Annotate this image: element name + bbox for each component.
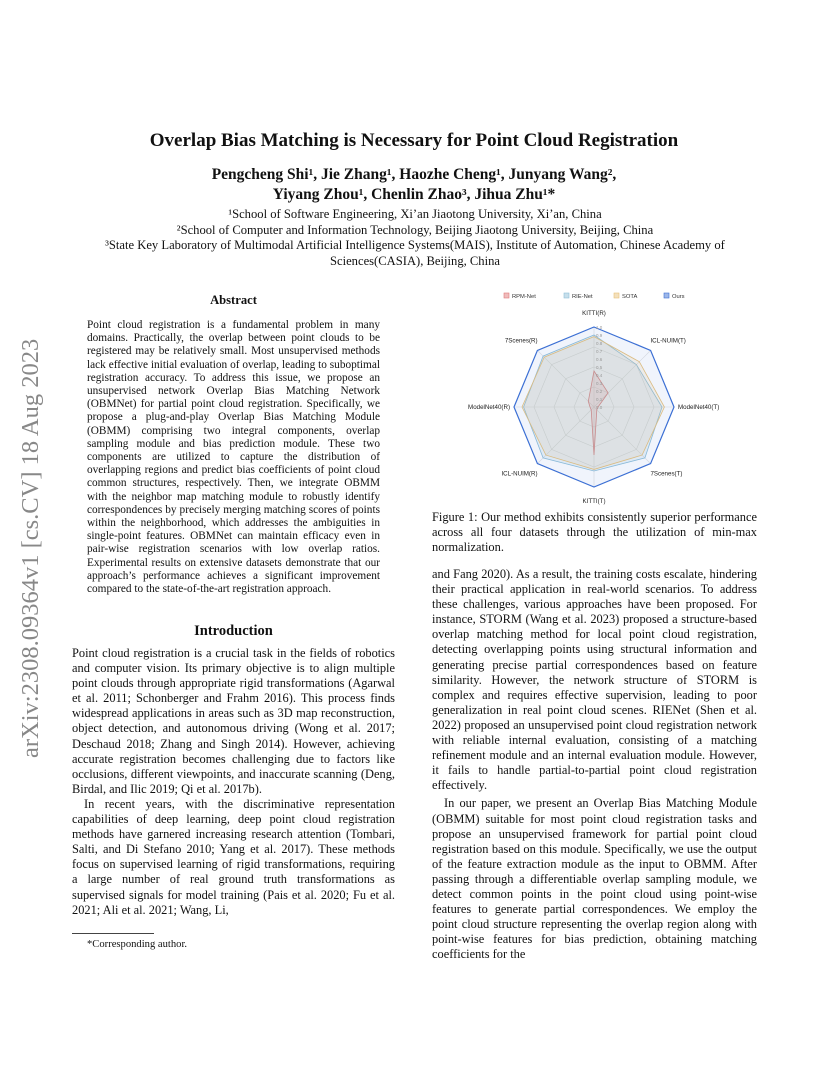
affiliation-1: ¹School of Software Engineering, Xi’an Jiaotong University, Xi’an, China (228, 207, 602, 221)
radar-tick-label: 0.2 (596, 389, 603, 394)
radar-tick-label: 0.4 (596, 373, 603, 378)
radar-axis-label: KITTI(R) (582, 310, 606, 317)
radar-axis-label: ICL-NUIM(R) (501, 470, 538, 478)
author-list (0, 165, 828, 205)
radar-axis-label: ModelNet40(R) (468, 404, 510, 411)
abstract-body: Point cloud registration is a fundamental problem in many domains. Practically, the overlap between point clouds to be registered may be relatively small. Most unsupervised methods lack effective initial evaluation of overlap, leading to suboptimal registration accuracy. To address this issue, we propose an unsupervised network Overlap Bias Matching Network (OBMNet) for partial point cloud registration. Specifically, we propose a plug-and-play Overlap Bias Matching Module (OBMM) comprising two integral components, overlap sampling module and bias prediction module. These two components are utilized to capture the distribution of overlapping regions and predict bias coefficients of point cloud common structures, respectively. Then, we integrate OBMM with the neighbor map matching module to robustly identify correspondences by precisely merging matching scores of points within the neighborhood, which addresses the ambiguities in single-point features. OBMNet can maintain efficacy even in pair-wise registration scenarios with low overlap ratios. Experimental results on extensive datasets demonstrate that our approach’s performance achieves a significant improvement compared to the state-of-the-art registration approach. (87, 319, 380, 596)
right-paragraph-1: and Fang 2020). As a result, the training costs escalate, hindering their practical application in real-world scenarios. To address these challenges, various approaches have been proposed. For instance, STORM (Wang et al. 2023) proposed a structure-based overlap matching method for local point cloud registration, detecting overlapping points using structural information and generating precise partial correspondences based on feature similarity. However, the network structure of STORM is complex and requires effective supervision, leading to poor generalization in real point cloud scenes. RIENet (Shen et al. 2022) proposed an unsupervised point cloud registration network with reliable internal evaluation, consisting of a matching refinement module and an internal evaluation module. However, it fails to handle partial-to-partial point cloud registration effectively. (432, 567, 757, 793)
radar-axis-label: KITTI(T) (582, 498, 606, 505)
radar-axis-label: 7Scenes(R) (504, 337, 538, 345)
legend-label-rpm-net: RPM-Net (512, 294, 536, 300)
footnote: *Corresponding author. (87, 939, 188, 950)
legend-label-sota: SOTA (622, 294, 638, 300)
radar-axis-label: ModelNet40(T) (678, 404, 720, 411)
introduction-body (72, 646, 395, 918)
legend-swatch-rie-net (564, 293, 569, 298)
author-line-2: Yiyang Zhou¹, Chenlin Zhao³, Jihua Zhu¹* (272, 186, 556, 203)
arxiv-stamp (10, 280, 46, 760)
right-column-body (432, 567, 757, 962)
legend-swatch-ours (664, 293, 669, 298)
legend-swatch-rpm-net (504, 293, 509, 298)
arxiv-id-label: arXiv:2308.09364v1 [cs.CV] 18 Aug 2023 (17, 338, 44, 758)
series-ours-polygon (514, 327, 674, 487)
radar-tick-label: 0.8 (596, 341, 603, 346)
affiliation-3: ³State Key Laboratory of Multimodal Artificial Intelligence Systems(MAIS), Institute of Automation, Chinese Academy of Sciences(CASIA), Beijing, China (105, 238, 725, 268)
radar-tick-label: 0.7 (596, 349, 603, 354)
radar-tick-label: 0.6 (596, 357, 603, 362)
radar-tick-label: 0.9 (596, 333, 603, 338)
affiliations (70, 207, 760, 269)
introduction-heading: Introduction (194, 623, 273, 639)
figure-caption: Figure 1: Our method exhibits consistently superior performance across all four datasets through the utilization of min-max normalization. (432, 510, 757, 555)
radar-tick-label: 0.3 (596, 381, 603, 386)
intro-paragraph-1: Point cloud registration is a crucial task in the fields of robotics and computer vision. Its primary objective is to align multiple point clouds through appropriate rigid transformations (Agarwal et al. 2011; Schonberger and Frahm 2016). This process finds widespread applications in areas such as 3D map reconstruction, object detection, and autonomous driving (Wong et al. 2017; Deschaud 2018; Zhang and Singh 2014). However, achieving accurate registration becomes challenging due to factors like occlusions, different viewpoints, and inaccurate scanning (Deng, Birdal, and Ilic 2019; Qi et al. 2017b). (72, 646, 395, 796)
legend-label-rie-net: RIE-Net (572, 294, 593, 300)
radar-axis-label: ICL-NUIM(T) (650, 337, 686, 345)
author-line-1: Pengcheng Shi¹, Jie Zhang¹, Haozhe Cheng¹, Junyang Wang², (211, 166, 617, 183)
radar-tick-label: 0.1 (596, 397, 603, 402)
paper-title: Overlap Bias Matching is Necessary for Point Cloud Registration (149, 130, 679, 151)
radar-tick-label: 1.0 (596, 325, 603, 330)
right-paragraph-2: In our paper, we present an Overlap Bias Matching Module (OBMM) suitable for most point cloud registration tasks and propose an unsupervised framework for partial point cloud registration based on this module. Specifically, we use the output of the feature extraction module as the input to OBMM. After passing through a differentiable overlap sampling module, we detect common points in the point cloud using point-wise features to generate partial correspondences. We employ the point cloud structure representing the overlap region along with point-wise features for bias prediction, obtaining matching coefficients for the (432, 796, 757, 962)
intro-paragraph-2: In recent years, with the discriminative representation capabilities of deep learning, deep point cloud registration methods have garnered increasing research attention (Tombari, Salti, and Di Stefano 2010; Yang et al. 2017). These methods focus on supervised learning of rigid transformations, requiring a large number of real ground truth transformations as supervised signals for model training (Pais et al. 2020; Fu et al. 2021; Ali et al. 2021; Wang, Li, (72, 796, 395, 917)
legend-label-ours: Ours (672, 294, 685, 300)
affiliation-2: ²School of Computer and Information Technology, Beijing Jiaotong University, Beijing, China (176, 222, 654, 237)
abstract-heading: Abstract (210, 293, 257, 307)
radar-chart-figure (452, 285, 742, 505)
radar-tick-label: 0.5 (596, 365, 603, 370)
legend-swatch-sota (614, 293, 619, 298)
footnote-rule (72, 933, 154, 934)
radar-axis-label: 7Scenes(T) (650, 470, 683, 478)
radar-tick-label: 0.0 (596, 405, 603, 410)
radar-chart (452, 285, 742, 505)
